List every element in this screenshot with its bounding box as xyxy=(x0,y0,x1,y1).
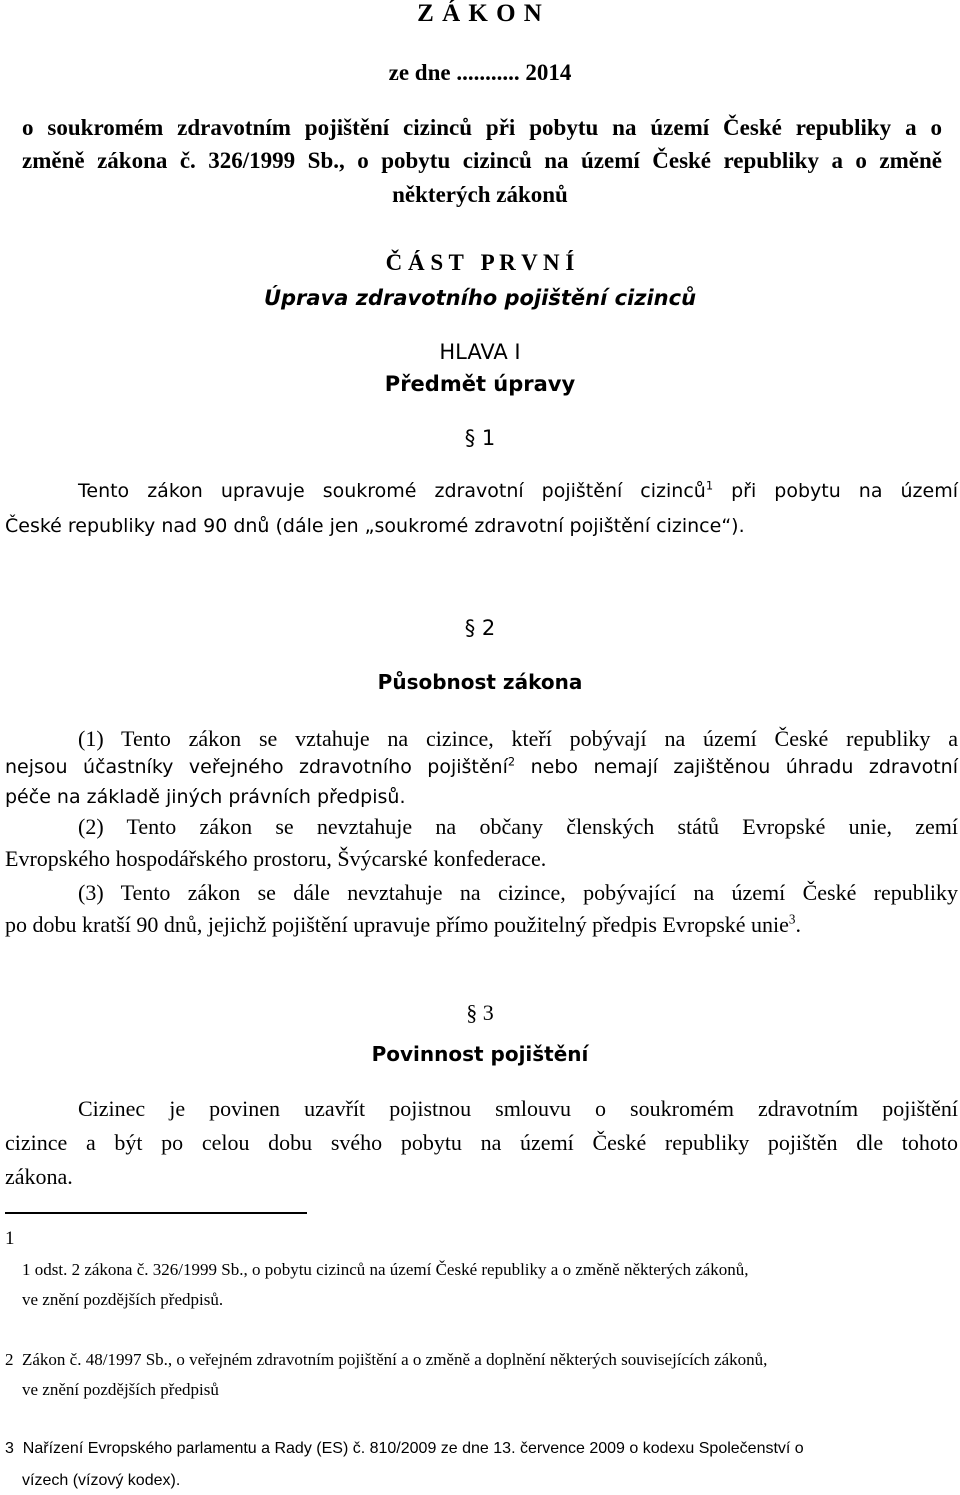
footnote-1-line-2: ve znění pozdějších předpisů. xyxy=(22,1290,224,1309)
section-2-p1-line-2: nejsou účastníky veřejného zdravotního pojištění$^2$ nebo nemají zajištěnou úhradu zdravotní xyxy=(5,754,958,778)
footnote-1-line-1: 1 odst. 2 zákona č. 326/1999 Sb., o pobytu cizinců na území České republiky a o změně některých zákonů, xyxy=(22,1260,749,1279)
law-title: Z Á K O N xyxy=(417,0,543,27)
section-2-p1-line-1: (1) Tento zákon se vztahuje na cizince, kteří pobývají na území České republiky a xyxy=(78,726,958,751)
section-3-line-2: cizince a být po celou dobu svého pobytu na území České republiky pojištěn dle tohoto xyxy=(5,1130,958,1155)
chapter-heading: HLAVA I xyxy=(439,340,521,364)
section-2-mark: § 2 xyxy=(464,616,496,640)
section-3-mark: § 3 xyxy=(466,1000,494,1025)
section-1-line-1: Tento zákon upravuje soukromé zdravotní pojištění cizinců$^1$ při pobytu na území xyxy=(78,478,958,502)
footnote-separator xyxy=(5,1212,307,1214)
footnote-3-line-2: vízech (vízový kodex). xyxy=(22,1472,181,1489)
footnote-2-line-1: 2 Zákon č. 48/1997 Sb., o veřejném zdravotním pojištění a o změně a doplnění některých souvisejících zákonů, xyxy=(5,1350,768,1369)
part-title: Úprava zdravotního pojištění cizinců xyxy=(263,286,697,310)
footnote-3-line-1: 3 Nařízení Evropského parlamentu a Rady (ES) č. 810/2009 ze dne 13. července 2009 o kodexu Společenství o xyxy=(5,1440,804,1457)
section-2-p1-line-3: péče na základě jiných právních předpisů. xyxy=(5,786,406,808)
section-2-p3-line-2: po dobu kratší 90 dnů, jejichž pojištění upravuje přímo použitelný předpis Evropské unie$^3$. xyxy=(5,911,801,937)
part-heading: Č Á S T P R V N Í xyxy=(385,250,575,275)
subject-line-3: některých zákonů xyxy=(392,182,568,207)
footnote-marker-1: 1 xyxy=(5,1228,15,1249)
chapter-title: Předmět úpravy xyxy=(384,372,576,396)
section-1-mark: § 1 xyxy=(464,426,496,450)
section-3-line-1: Cizinec je povinen uzavřít pojistnou smlouvu o soukromém zdravotním pojištění xyxy=(78,1096,958,1121)
section-2-p2-line-1: (2) Tento zákon se nevztahuje na občany členských států Evropské unie, zemí xyxy=(78,814,958,839)
subject-line-1: o soukromém zdravotním pojištění cizinců při pobytu na území České republiky a o xyxy=(22,115,942,140)
subject-line-2: změně zákona č. 326/1999 Sb., o pobytu cizinců na území České republiky a o změně xyxy=(22,148,942,173)
section-2-title: Působnost zákona xyxy=(377,670,583,694)
section-3-title: Povinnost pojištění xyxy=(371,1042,589,1066)
section-2-p2-line-2: Evropského hospodářského prostoru, Švýcarské konfederace. xyxy=(5,846,547,871)
date-line: ze dne ........... 2014 xyxy=(388,60,572,85)
section-3-line-3: zákona. xyxy=(5,1164,73,1189)
footnote-2-line-2: ve znění pozdějších předpisů xyxy=(22,1380,219,1399)
section-2-p3-line-1: (3) Tento zákon se dále nevztahuje na cizince, pobývající na území České republiky xyxy=(78,880,958,905)
section-1-line-2: České republiky nad 90 dnů (dále jen „soukromé zdravotní pojištění cizince“). xyxy=(5,515,745,537)
